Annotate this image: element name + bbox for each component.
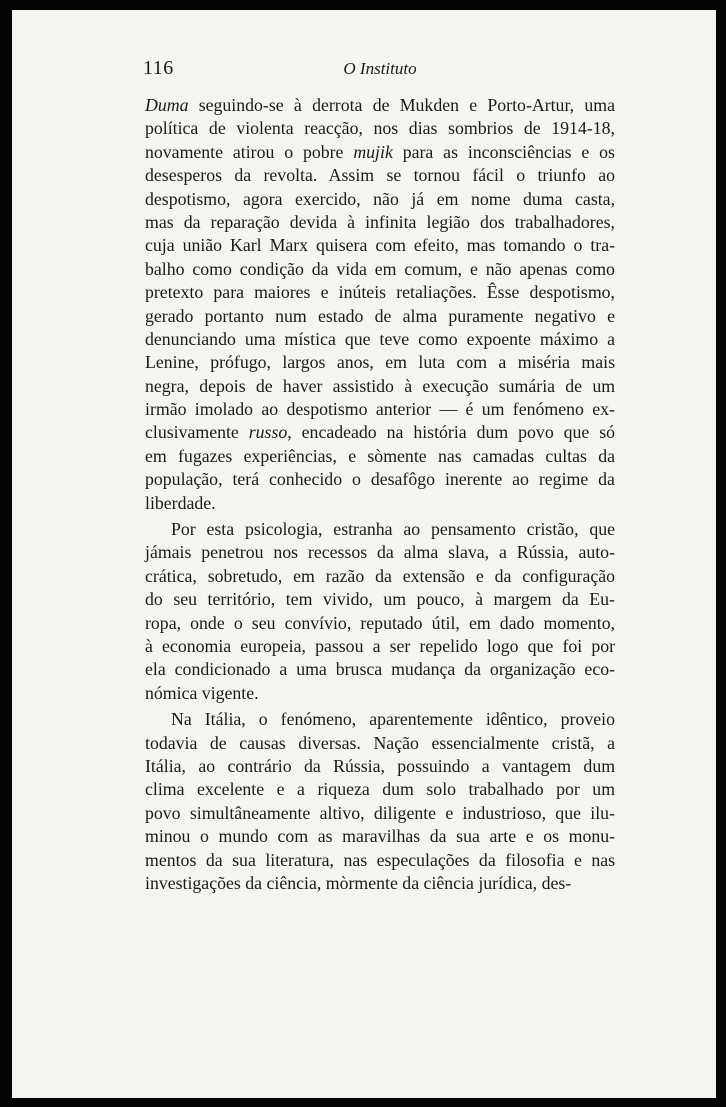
running-header xyxy=(0,57,726,87)
text-line: clusivamente russo, encadeado na história dum povo que só xyxy=(145,422,616,443)
text-line: mas da reparação devida à infinita legião dos trabalhadores, xyxy=(145,211,615,232)
text-line: cuja união Karl Marx quisera com efeito, mas tomando o tra- xyxy=(145,235,616,256)
text-line: investigações da ciência, mòrmente da ciência jurídica, des- xyxy=(145,872,572,893)
body-text xyxy=(145,94,615,895)
text-line: nómica vigente. xyxy=(145,682,259,703)
paragraph xyxy=(145,518,615,705)
text-line: clima excelente e a riqueza dum solo trabalhado por um xyxy=(145,779,616,800)
text-line: despotismo, agora exercido, não já em nome duma casta, xyxy=(145,188,616,209)
text-line: pretexto para maiores e inúteis retaliações. Êsse despotismo, xyxy=(145,282,615,303)
text-line: crática, sobretudo, em razão da extensão e da configuração xyxy=(145,565,616,586)
text-line: todavia de causas diversas. Nação essencialmente cristã, a xyxy=(145,732,616,753)
text-line: em fugazes experiências, e sòmente nas camadas cultas da xyxy=(145,445,615,466)
text-line: mentos da sua literatura, nas especulações da filosofia e nas xyxy=(145,849,616,870)
text-line: jámais penetrou nos recessos da alma slava, a Rússia, auto- xyxy=(145,542,615,563)
text-line: política de violenta reacção, nos dias sombrios de 1914-18, xyxy=(145,118,615,139)
text-line: Por esta psicologia, estranha ao pensamento cristão, que xyxy=(171,519,615,540)
page-number: 116 xyxy=(143,57,174,79)
text-line: Lenine, prófugo, largos anos, em luta com a miséria mais xyxy=(145,352,616,373)
text-line: ropa, onde o seu convívio, reputado útil, em dado momento, xyxy=(145,612,616,633)
text-line: negra, depois de haver assistido à execução sumária de um xyxy=(145,375,616,396)
text-line: à economia europeia, passou a ser repelido logo que foi por xyxy=(145,635,616,656)
text-line: Itália, ao contrário da Rússia, possuindo a vantagem dum xyxy=(145,755,616,776)
text-line: Duma seguindo-se à derrota de Mukden e Porto-Artur, uma xyxy=(145,95,615,115)
text-line: Na Itália, o fenómeno, aparentemente idêntico, proveio xyxy=(171,709,615,730)
text-line: população, terá conhecido o desafôgo inerente ao regime da xyxy=(145,469,615,490)
text-line: liberdade. xyxy=(145,492,216,513)
text-line: do seu território, tem vivido, um pouco, à margem da Eu- xyxy=(145,589,615,610)
paragraph xyxy=(145,94,615,515)
text-line: denunciando uma mística que teve como expoente máximo a xyxy=(145,328,616,349)
paragraph xyxy=(145,708,615,895)
text-line: irmão imolado ao despotismo anterior — é um fenómeno ex- xyxy=(145,399,615,420)
text-line: novamente atirou o pobre mujik para as inconsciências e os xyxy=(145,141,615,162)
text-line: ela condicionado a uma brusca mudança da organização eco- xyxy=(145,659,616,680)
running-title: O Instituto xyxy=(343,59,417,78)
text-line: gerado portanto num estado de alma puramente negativo e xyxy=(145,305,616,326)
text-line: balho como condição da vida em comum, e não apenas como xyxy=(145,258,615,279)
text-line: minou o mundo com as maravilhas da sua arte e os monu- xyxy=(145,826,616,847)
text-line: povo simultâneamente altivo, diligente e industrioso, que ilu- xyxy=(145,802,615,823)
text-line: desesperos da revolta. Assim se tornou fácil o triunfo ao xyxy=(145,165,616,186)
